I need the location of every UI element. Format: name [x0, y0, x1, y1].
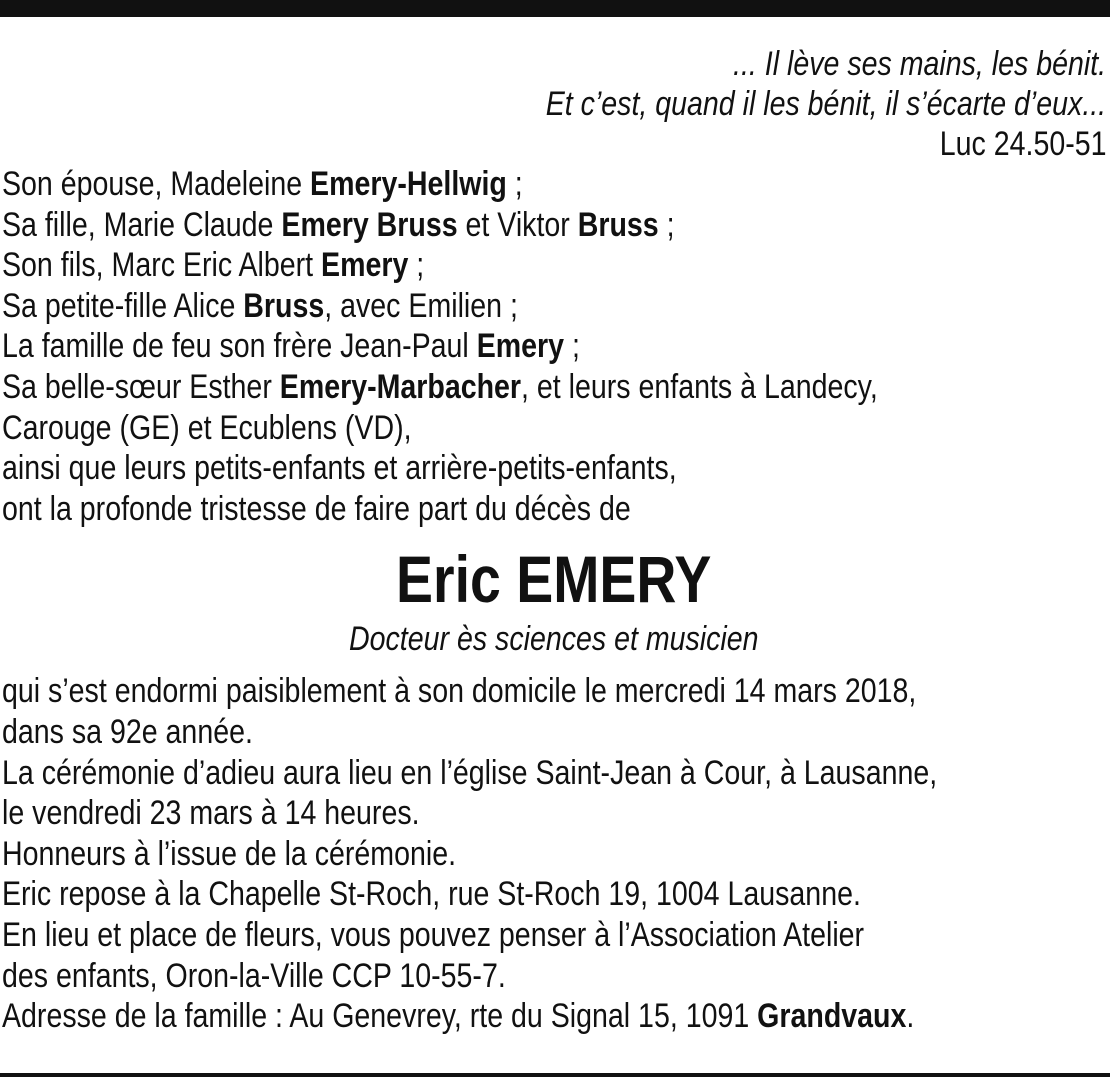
town-name: Grandvaux	[757, 997, 907, 1036]
announcement-line: ont la profonde tristesse de faire part du décès de	[2, 489, 631, 528]
details-line: dans sa 92e année.	[2, 712, 253, 751]
family-line: Sa fille, Marie Claude Emery Bruss et Viktor Bruss ;	[2, 205, 675, 244]
epigraph	[2, 44, 1106, 164]
epigraph-line-2: Et c’est, quand il les bénit, il s’écarte d’eux...	[545, 85, 1106, 123]
deceased-name-heading	[2, 537, 1106, 621]
bottom-rule	[0, 1073, 1110, 1077]
deceased-title: Docteur ès sciences et musicien	[349, 620, 759, 659]
surname: Emery-Hellwig	[310, 165, 507, 203]
family-line: Sa petite-fille Alice Bruss, avec Emilien ;	[2, 286, 518, 325]
family-line: Sa belle-sœur Esther Emery-Marbacher, et leurs enfants à Landecy,	[2, 367, 878, 406]
details-line: le vendredi 23 mars à 14 heures.	[2, 794, 420, 833]
family-line: Son fils, Marc Eric Albert Emery ;	[2, 246, 425, 285]
surname: Emery	[321, 246, 409, 285]
epigraph-line-1: ... Il lève ses mains, les bénit.	[732, 45, 1106, 83]
details-line: En lieu et place de fleurs, vous pouvez penser à l’Association Atelier	[2, 915, 865, 954]
deceased-title-line	[2, 619, 1106, 659]
surname: Bruss	[577, 205, 659, 244]
surname: Bruss	[243, 286, 325, 325]
details-line: Honneurs à l’issue de la cérémonie.	[2, 834, 457, 873]
obituary-notice	[2, 44, 1106, 1037]
top-rule	[0, 0, 1110, 17]
family-line: ainsi que leurs petits-enfants et arrière-petits-enfants,	[2, 449, 677, 488]
details-line: qui s’est endormi paisiblement à son domicile le mercredi 14 mars 2018,	[2, 672, 917, 711]
surname: Emery	[476, 327, 565, 366]
details-line: des enfants, Oron-la-Ville CCP 10-55-7.	[2, 956, 506, 995]
family-line: La famille de feu son frère Jean-Paul Emery ;	[2, 327, 580, 366]
details-text	[2, 671, 1106, 1036]
surname: Emery-Marbacher	[279, 367, 522, 406]
epigraph-reference: Luc 24.50-51	[939, 125, 1106, 163]
family-address-line: Adresse de la famille : Au Genevrey, rte du Signal 15, 1091 Grandvaux.	[2, 997, 915, 1036]
deceased-name: Eric EMERY	[396, 542, 712, 617]
details-line: La cérémonie d’adieu aura lieu en l’église Saint-Jean à Cour, à Lausanne,	[2, 753, 938, 792]
family-line: Son épouse, Madeleine Emery-Hellwig ;	[2, 165, 523, 203]
family-line: Carouge (GE) et Ecublens (VD),	[2, 408, 412, 447]
surname: Emery Bruss	[281, 205, 458, 244]
details-line: Eric repose à la Chapelle St-Roch, rue St-Roch 19, 1004 Lausanne.	[2, 875, 861, 914]
family-list	[2, 164, 1106, 529]
